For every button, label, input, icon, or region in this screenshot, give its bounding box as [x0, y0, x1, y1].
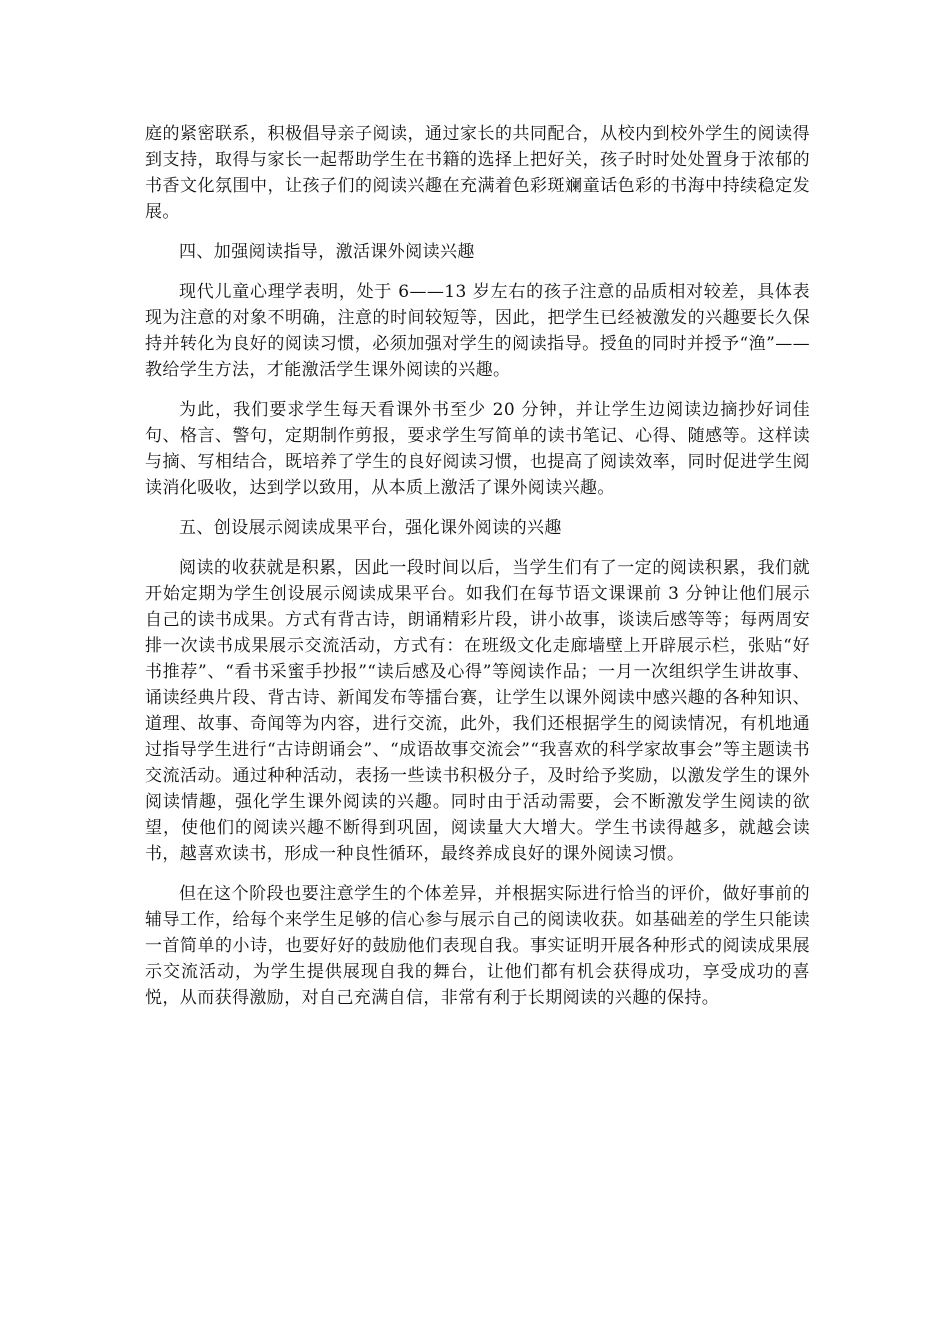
paragraph-individual-differences: 但在这个阶段也要注意学生的个体差异，并根据实际进行恰当的评价，做好事前的辅导工作，给每个来学生足够的信心参与展示自己的阅读收获。如基础差的学生只能读一首简单的小诗，也要好好的鼓励他们表现自我。事实证明开展各种形式的阅读成果展示交流活动，为学生提供展现自我的舞台，让他们都有机会获得成功，享受成功的喜悦，从而获得激励，对自己充满自信，非常有利于长期阅读的兴趣的保持。: [145, 884, 810, 1008]
paragraph-daily-reading: 为此，我们要求学生每天看课外书至少 20 分钟，并让学生边阅读边摘抄好词佳句、格言、警句，定期制作剪报，要求学生写简单的读书笔记、心得、随感等。这样读与摘、写相结合，既培养了学生的良好阅读习惯，也提高了阅读效率，同时促进学生阅读消化吸收，达到学以致用，从本质上激活了课外阅读兴趣。: [145, 400, 810, 498]
section-heading-4: 四、加强阅读指导，激活课外阅读兴趣: [179, 242, 475, 262]
document-body: [145, 121, 810, 1025]
paragraph-continuation: 庭的紧密联系，积极倡导亲子阅读，通过家长的共同配合，从校内到校外学生的阅读得到支持，取得与家长一起帮助学生在书籍的选择上把好关，孩子时时处处置身于浓郁的书香文化氛围中，让孩子们的阅读兴趣在充满着色彩斑斓童话色彩的书海中持续稳定发展。: [145, 124, 810, 222]
paragraph-child-psychology: 现代儿童心理学表明，处于 6——13 岁左右的孩子注意的品质相对较差，具体表现为注意的对象不明确，注意的时间较短等，因此，把学生已经被激发的兴趣要长久保持并转化为良好的阅读习惯，必须加强对学生的阅读指导。授鱼的同时并授予“渔”——教给学生方法，才能激活学生课外阅读的兴趣。: [145, 282, 810, 380]
paragraph-reading-results-platform: 阅读的收获就是积累，因此一段时间以后，当学生们有了一定的阅读积累，我们就开始定期为学生创设展示阅读成果平台。如我们在每节语文课课前 3 分钟让他们展示自己的读书成果。方式有背古诗，朗诵精彩片段，讲小故事，谈读后感等等；每两周安排一次读书成果展示交流活动，方式有：在班级文化走廊墙壁上开辟展示栏，张贴“好书推荐”、“看书采蜜手抄报”“读后感及心得”等阅读作品；一月一次组织学生讲故事、诵读经典片段、背古诗、新闻发布等擂台赛，让学生以课外阅读中感兴趣的各种知识、道理、故事、奇闻等为内容，进行交流，此外，我们还根据学生的阅读情况，有机地通过指导学生进行“古诗朗诵会”、“成语故事交流会”“我喜欢的科学家故事会”等主题读书交流活动。通过种种活动，表扬一些读书积极分子，及时给予奖励，以激发学生的课外阅读情趣，强化学生课外阅读的兴趣。同时由于活动需要，会不断激发学生阅读的欲望，使他们的阅读兴趣不断得到巩固，阅读量大大增大。学生书读得越多，就越会读书，越喜欢读书，形成一种良性循环，最终养成良好的课外阅读习惯。: [145, 558, 810, 864]
section-heading-5: 五、创设展示阅读成果平台，强化课外阅读的兴趣: [179, 518, 562, 538]
